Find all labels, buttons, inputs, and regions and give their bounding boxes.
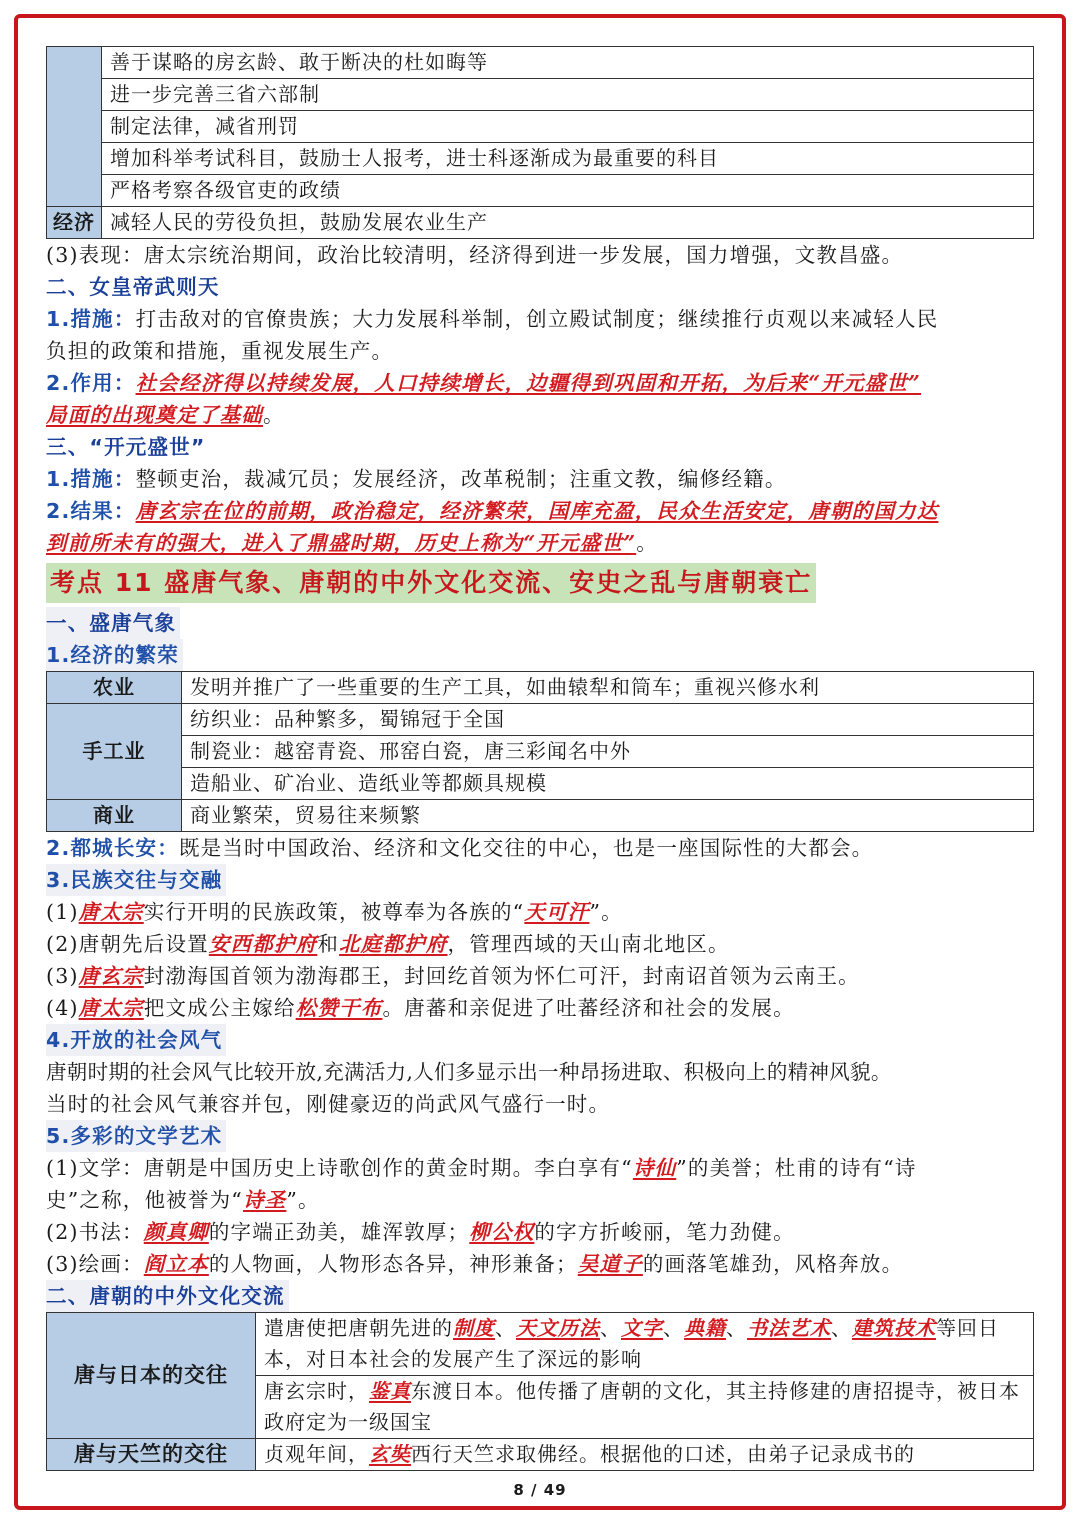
art-item-2-text: 的字端正劲美，雄浑敦厚； — [208, 1220, 470, 1244]
handicraft-row: 造船业、矿冶业、造纸业等都颇具规模 — [182, 768, 1034, 800]
keyword-shisheng: 诗圣 — [242, 1188, 287, 1212]
keyword-liugongquan: 柳公权 — [469, 1220, 535, 1244]
art-item-3-end: 的画落笔雄劲，风格奔放。 — [642, 1252, 904, 1276]
art-item-3 — [46, 1248, 1036, 1280]
ethnic-item-2 — [46, 928, 1036, 960]
art-item-3-num: (3)绘画： — [46, 1252, 144, 1276]
ethnic-item-1-num: (1) — [46, 900, 79, 924]
keyword-shixian: 诗仙 — [632, 1156, 677, 1180]
india-row-text: 贞观年间， — [264, 1442, 369, 1466]
capital-label: 2.都城长安： — [46, 836, 179, 860]
policy-row: 善于谋略的房玄龄、敢于断决的杜如晦等 — [102, 47, 1034, 79]
keyword-yanzhenqing: 颜真卿 — [143, 1220, 209, 1244]
separator: 、 — [831, 1316, 852, 1340]
keyword-beiting: 北庭都护府 — [339, 932, 448, 956]
keyword-songzan: 松赞干布 — [295, 996, 383, 1020]
policy-row: 进一步完善三省六部制 — [102, 79, 1034, 111]
art-item-1-end: ”。 — [286, 1188, 320, 1212]
open-society-title-text: 4.开放的社会风气 — [46, 1024, 226, 1056]
capital-text: 既是当时中国政治、经济和文化交往的中心，也是一座国际性的大都会。 — [178, 836, 874, 860]
policy-table — [46, 46, 1034, 239]
wu-effect-line — [46, 367, 1036, 399]
kaiyuan-section-title: 三、“开元盛世” — [46, 435, 206, 459]
wu-measures-line — [46, 303, 1036, 335]
ethnic-title — [46, 864, 1036, 896]
open-society-text-1: 唐朝时期的社会风气比较开放,充满活力,人们多显示出一种昂扬进取、积极向上的精神风貌。 — [46, 1060, 892, 1084]
economy-text: 减轻人民的劳役负担，鼓励发展农业生产 — [102, 207, 1034, 239]
kaiyuan-result-label: 2.结果： — [46, 499, 136, 523]
handicraft-row: 制瓷业：越窑青瓷、邢窑白瓷，唐三彩闻名中外 — [182, 736, 1034, 768]
japan-row-2-text: 唐玄宗时， — [264, 1379, 369, 1403]
ethnic-item-1 — [46, 896, 1036, 928]
keyword-jianzhen: 鉴真 — [369, 1379, 411, 1403]
agriculture-label: 农业 — [47, 672, 182, 704]
capital-line — [46, 832, 1036, 864]
ethnic-item-4-text: 把文成公主嫁给 — [143, 996, 296, 1020]
page-content — [46, 46, 1036, 1471]
wu-measures-label: 1.措施： — [46, 307, 136, 331]
handicraft-label: 手工业 — [47, 704, 182, 800]
kaiyuan-measures-text: 整顿吏治，裁减冗员；发展经济，改革税制；注重文教，编修经籍。 — [135, 467, 787, 491]
ethnic-item-1-text: 实行开明的民族政策，被尊奉为各族的“ — [143, 900, 525, 924]
art-item-1-mid: ”的美誉；杜甫的诗有“诗 — [676, 1156, 917, 1180]
kaiyuan-result-line-2 — [46, 527, 1036, 559]
policy-row: 制定法律，减省刑罚 — [102, 111, 1034, 143]
policy-row: 严格考察各级官吏的政绩 — [102, 175, 1034, 207]
art-item-2 — [46, 1216, 1036, 1248]
india-row-end: 西行天竺求取佛经。根据他的口述，由弟子记录成书的 — [411, 1442, 915, 1466]
keyword-dianji: 典籍 — [684, 1316, 726, 1340]
economy-prosperity-title-text: 1.经济的繁荣 — [46, 639, 183, 671]
ethnic-item-2-end: ，管理西域的天山南北地区。 — [447, 932, 730, 956]
kaiyuan-measures-line — [46, 463, 1036, 495]
india-label: 唐与天竺的交往 — [47, 1439, 256, 1471]
ethnic-item-2-and: 和 — [317, 932, 340, 956]
wu-effect-label: 2.作用： — [46, 371, 136, 395]
keyword-tiankehan: 天可汗 — [524, 900, 590, 924]
keyword-xuanzang: 玄奘 — [369, 1442, 411, 1466]
wu-effect-line-2 — [46, 399, 1036, 431]
keyword-zhidu: 制度 — [453, 1316, 495, 1340]
wu-measures-line-2: 负担的政策和措施，重视发展生产。 — [46, 339, 394, 363]
literature-arts-title-text: 5.多彩的文学艺术 — [46, 1120, 226, 1152]
wu-section-title: 二、女皇帝武则天 — [46, 275, 220, 299]
shengtang-title-text: 一、盛唐气象 — [46, 607, 180, 639]
art-item-3-text: 的人物画，人物形态各异，神形兼备； — [208, 1252, 578, 1276]
separator: 、 — [726, 1316, 747, 1340]
ethnic-item-4-num: (4) — [46, 996, 79, 1020]
ethnic-item-4 — [46, 992, 1036, 1024]
india-row — [256, 1439, 1034, 1471]
performance-line: (3)表现：唐太宗统治期间，政治比较清明，经济得到进一步发展，国力增强，文教昌盛。 — [46, 243, 904, 267]
kaiyuan-measures-label: 1.措施： — [46, 467, 136, 491]
keyword-tianwen: 天文历法 — [516, 1316, 600, 1340]
ethnic-item-1-end: ”。 — [589, 900, 623, 924]
page-number: 8 / 49 — [513, 1481, 567, 1499]
ethnic-item-3-num: (3) — [46, 964, 79, 988]
commerce-label: 商业 — [47, 800, 182, 832]
policy-row: 增加科举考试科目，鼓励士人报考，进士科逐渐成为最重要的科目 — [102, 143, 1034, 175]
open-society-title — [46, 1024, 1036, 1056]
exchange-title — [46, 1280, 1036, 1312]
ethnic-item-3-text: 封渤海国首领为渤海郡王，封回纥首领为怀仁可汗，封南诏首领为云南王。 — [143, 964, 860, 988]
exam-point-11-title: 考点 11 盛唐气象、唐朝的中外文化交流、安史之乱与唐朝衰亡 — [46, 563, 816, 603]
art-item-1 — [46, 1152, 1036, 1184]
keyword-wudaozi: 吴道子 — [577, 1252, 643, 1276]
ethnic-title-text: 3.民族交往与交融 — [46, 864, 226, 896]
literature-arts-title — [46, 1120, 1036, 1152]
wu-effect-end: 。 — [263, 403, 285, 427]
commerce-text: 商业繁荣，贸易往来频繁 — [182, 800, 1034, 832]
economy-table — [46, 671, 1034, 832]
separator: 、 — [663, 1316, 684, 1340]
exchange-title-text: 二、唐朝的中外文化交流 — [46, 1280, 289, 1312]
art-item-1-text: (1)文学：唐朝是中国历史上诗歌创作的黄金时期。李白享有“ — [46, 1156, 633, 1180]
separator: 、 — [600, 1316, 621, 1340]
handicraft-row: 纺织业：品种繁多，蜀锦冠于全国 — [182, 704, 1034, 736]
keyword-jianzhu: 建筑技术 — [852, 1316, 936, 1340]
japan-row-2-end: 东渡日本。他传播了唐朝的文化，其主持修建的唐招提寺，被日本政府定为一级国宝 — [264, 1379, 1020, 1434]
japan-row-1-end: 等回日本，对日本社会的发展产生了深远的影响 — [264, 1316, 999, 1371]
keyword-taizong-2: 唐太宗 — [78, 996, 144, 1020]
japan-row-2 — [256, 1376, 1034, 1439]
ethnic-item-2-text: (2)唐朝先后设置 — [46, 932, 209, 956]
art-item-1-line-2 — [46, 1184, 1036, 1216]
economy-prosperity-title — [46, 639, 1036, 671]
keyword-shufa: 书法艺术 — [747, 1316, 831, 1340]
kaiyuan-result-text-2: 到前所未有的强大，进入了鼎盛时期，历史上称为“开元盛世” — [46, 531, 637, 555]
wu-effect-text: 社会经济得以持续发展，人口持续增长，边疆得到巩固和开拓，为后来“开元盛世” — [135, 371, 922, 395]
kaiyuan-result-line — [46, 495, 1036, 527]
separator: 、 — [495, 1316, 516, 1340]
ethnic-item-4-end: 。唐蕃和亲促进了吐蕃经济和社会的发展。 — [382, 996, 795, 1020]
exchange-table — [46, 1312, 1034, 1471]
shengtang-title — [46, 607, 1036, 639]
keyword-yanliben: 阎立本 — [143, 1252, 209, 1276]
japan-row-1 — [256, 1313, 1034, 1376]
wu-measures-text: 打击敌对的官僚贵族；大力发展科举制，创立殿试制度；继续推行贞观以来减轻人民 — [135, 307, 939, 331]
open-society-text-2: 当时的社会风气兼容并包，刚健豪迈的尚武风气盛行一时。 — [46, 1092, 611, 1116]
keyword-anxi: 安西都护府 — [208, 932, 318, 956]
japan-label: 唐与日本的交往 — [47, 1313, 256, 1439]
japan-row-1-text: 遣唐使把唐朝先进的 — [264, 1316, 453, 1340]
art-item-2-end: 的字方折峻丽，笔力劲健。 — [534, 1220, 795, 1244]
keyword-wenzi: 文字 — [621, 1316, 663, 1340]
art-item-2-num: (2)书法： — [46, 1220, 144, 1244]
keyword-taizong: 唐太宗 — [78, 900, 144, 924]
economy-label: 经济 — [47, 207, 102, 239]
policy-table-header-cell — [47, 47, 102, 207]
keyword-xuanzong: 唐玄宗 — [78, 964, 144, 988]
wu-effect-text-2: 局面的出现奠定了基础 — [46, 403, 263, 427]
agriculture-text: 发明并推广了一些重要的生产工具，如曲辕犁和筒车；重视兴修水利 — [182, 672, 1034, 704]
kaiyuan-result-end: 。 — [636, 531, 658, 555]
ethnic-item-3 — [46, 960, 1036, 992]
art-item-1-line-2-text: 史”之称，他被誉为“ — [46, 1188, 243, 1212]
kaiyuan-result-text: 唐玄宗在位的前期，政治稳定，经济繁荣，国库充盈，民众生活安定，唐朝的国力达 — [135, 499, 939, 523]
